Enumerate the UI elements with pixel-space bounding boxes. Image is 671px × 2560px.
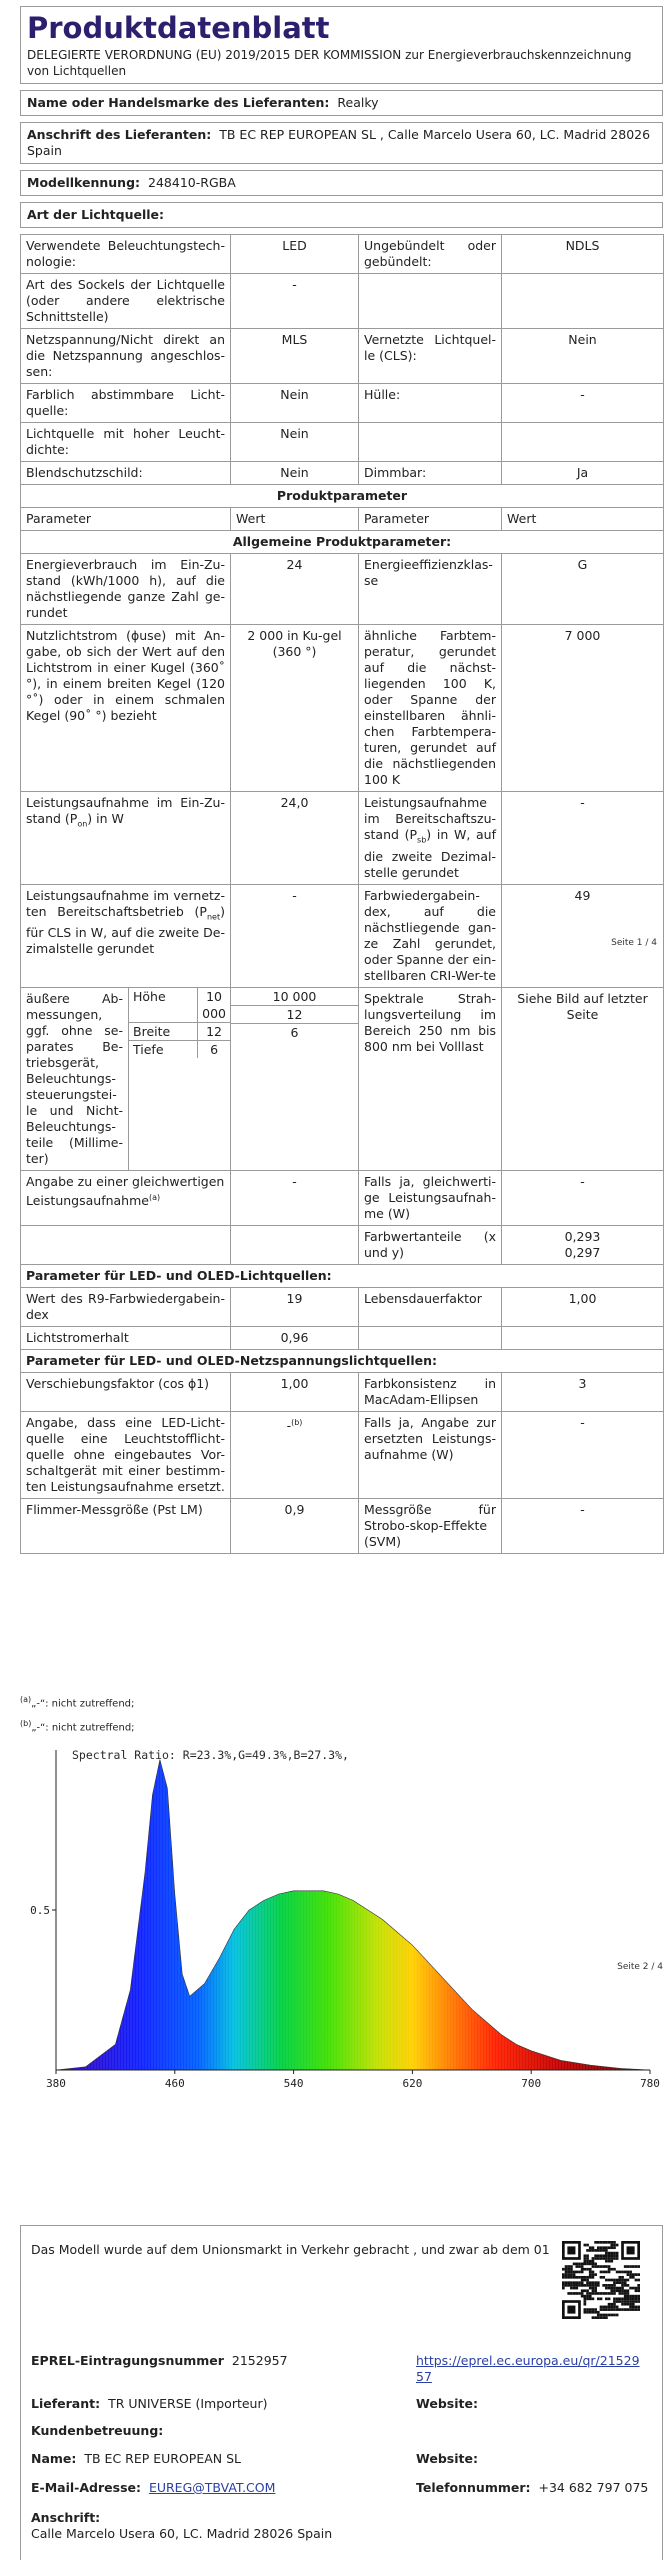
spectral-chart-svg — [20, 1740, 663, 2110]
address-label: Anschrift: — [31, 2510, 101, 2525]
table-row: Nutzlichtstrom (ɸuse) mit An-gabe, ob sich der Wert auf den Lichtstrom in einer Kugel (360˚ °), in einem breiten Kegel (120 °˚) oder in einem schmalen Kegel (90˚ °) bezieht 2 000 in Ku-gel (360 °) ähnliche Farbtem-peratur, gerundet auf die nächst-liegenden 100 K, oder Spanne der einstellbaren ähnli-chen Farbtempera-turen, gerundet auf die nächstliegenden 100 K 7 000 — [21, 625, 664, 792]
customer-service-label: Kundenbetreuung: — [31, 2423, 164, 2438]
email-link[interactable]: EUREG@TBVAT.COM — [148, 2480, 276, 2495]
website-label: Website: — [416, 2396, 478, 2411]
service-name-row: Name: TB EC REP EUROPEAN SL — [31, 2451, 242, 2466]
table-row: Produktparameter — [21, 485, 664, 508]
table-row: Verwendete Beleuchtungstech-nologie: LED Ungebündelt oder gebündelt: NDLS — [21, 235, 664, 274]
table-row: Leistungsaufnahme im vernetz-ten Bereitschaftsbetrieb $(P_{net})$ für CLS in W, auf die zweite De-zimalstelle gerundet - Farbwiedergabein-dex, auf die nächstliegende gan-ze Zahl gerundet, oder Spanne der ein-stellbaren CRI-Wer-te 49 Seite 1 / 4 — [21, 884, 664, 987]
email-row: E-Mail-Adresse: EUREG@TBVAT.COM — [31, 2480, 276, 2495]
table-row: Parameter Wert Parameter Wert — [21, 508, 664, 531]
website2-label: Website: — [416, 2451, 478, 2466]
light-source-type-heading: Art der Lichtquelle: — [20, 202, 663, 228]
market-text: Das Modell wurde auf dem Unionsmarkt in Verkehr gebracht , und zwar ab dem 01 — [31, 2242, 550, 2257]
model-label: Modellkennung: — [27, 175, 141, 190]
x-tick-label: 380 — [46, 2077, 66, 2090]
x-tick-label: 780 — [640, 2077, 660, 2090]
regulation-subtitle: DELEGIERTE VERORDNUNG (EU) 2019/2015 DER KOMMISSION zur Energieverbrauchskennzeichnung von Lichtquellen — [27, 48, 632, 78]
table-row: Verschiebungsfaktor (cos ϕ1) 1,00 Farbkonsistenz in MacAdam-Ellipsen 3 — [21, 1372, 664, 1411]
page-number-1: Seite 1 / 4 — [611, 937, 657, 948]
supplier-address-row — [20, 122, 663, 164]
table-row: Parameter für LED- und OLED-Lichtquellen: — [21, 1264, 664, 1287]
chart-title: Spectral Ratio: R=23.3%,G=49.3%,B=27.3%, — [72, 1748, 349, 1762]
supplier-name-row — [20, 90, 663, 116]
table-row: Leistungsaufnahme im Ein-Zu-stand $(P_{on})$ in W 24,0 Leistungsaufnahme im Bereitschaftszu-stand $(P_{sb})$ in W, auf die zweite Dezimal-stelle gerundet - — [21, 792, 664, 885]
model-row — [20, 170, 663, 196]
spectral-chart — [20, 1740, 663, 2110]
y-tick-label: 0.5 — [30, 1904, 50, 1917]
phone-row: Telefonnummer: +34 682 797 075 — [416, 2480, 649, 2495]
header — [20, 6, 663, 84]
eprel-link-row — [416, 2353, 646, 2385]
dimensions-table: Höhe 10 000 Breite 12 Tiefe 6 — [129, 988, 230, 1058]
footnote-a: $^{(a)}$„-“: nicht zutreffend; — [20, 1695, 135, 1710]
qr-code-icon — [562, 2241, 640, 2319]
table-row: Lichtstromerhalt 0,96 — [21, 1326, 664, 1349]
x-tick-label: 620 — [402, 2077, 423, 2090]
address-value: Calle Marcelo Usera 60, LC. Madrid 28026 Spain — [31, 2526, 333, 2541]
footnote-b: $^{(b)}$„-“: nicht zutreffend; — [20, 1719, 135, 1734]
table-row: Farblich abstimmbare Licht-quelle: Nein Hülle: - — [21, 384, 664, 423]
x-tick-label: 540 — [283, 2077, 304, 2090]
supplier-name-label: Name oder Handelsmarke des Lieferanten: — [27, 95, 330, 110]
table-row: Angabe, dass eine LED-Licht-quelle eine Leuchtstofflicht-quelle ohne eingebautes Vor-schaltgerät mit einer bestimm-ten Leistungsaufnahme ersetzt. -$^{(b)}$ Falls ja, Angabe zur ersetzten Leistungs-aufnahme (W) - — [21, 1411, 664, 1498]
table-row: Art des Sockels der Lichtquelle (oder andere elektrische Schnittstelle) - — [21, 274, 664, 329]
table-row: Blendschutzschild: Nein Dimmbar: Ja — [21, 462, 664, 485]
supplier-address-value: TB EC REP EUROPEAN SL , Calle Marcelo Usera 60, LC. Madrid 28026 Spain — [27, 127, 651, 158]
table-row: Netzspannung/Nicht direkt an die Netzspannung angeschlos-sen: MLS Vernetzte Lichtquel-le (CLS): Nein — [21, 329, 664, 384]
table-row: Angabe zu einer gleichwertigen Leistungsaufnahme$^{(a)}$ - Falls ja, gleichwerti-ge Leistungsaufnah-me (W) - — [21, 1170, 664, 1225]
table-row: Allgemeine Produktparameter: — [21, 531, 664, 554]
table-row: Lichtquelle mit hoher Leucht-dichte: Nein — [21, 423, 664, 462]
table-row: Wert des R9-Farbwiedergabein-dex 19 Lebensdauerfaktor 1,00 — [21, 1287, 664, 1326]
table-row: Farbwertanteile (x und y) 0,293 0,297 — [21, 1225, 664, 1264]
eprel-link[interactable]: https://eprel.ec.europa.eu/qr/2152957 — [416, 2353, 640, 2384]
table-row: Flimmer-Messgröße (Pst LM) 0,9 Messgröße für Strobo-skop-Effekte (SVM) - — [21, 1498, 664, 1553]
datasheet-page-1 — [20, 6, 663, 1554]
page-title: Produktdatenblatt — [27, 11, 330, 45]
x-tick-label: 460 — [164, 2077, 185, 2090]
table-row: Parameter für LED- und OLED-Netzspannungslichtquellen: — [21, 1349, 664, 1372]
x-tick-label: 700 — [521, 2077, 542, 2090]
footnotes — [20, 1690, 135, 1739]
eprel-row: EPREL-Eintragungsnummer 2152957 — [31, 2353, 288, 2368]
supplier-row: Lieferant: TR UNIVERSE (Importeur) — [31, 2396, 268, 2411]
model-value: 248410-RGBA — [148, 175, 236, 190]
table-row: Energieverbrauch im Ein-Zu-stand (kWh/1000 h), auf die nächstliegende ganze Zahl ge-rundet 24 Energieeffizienzklas-se G — [21, 554, 664, 625]
table-row: äußere Ab-messungen, ggf. ohne se-parates Be-triebsgerät, Beleuchtungs-steuerungstei-le und Nicht-Beleuchtungs-teile (Millime-ter) Höhe 10 000 Breite 12 Tiefe 6 10 000 12 6 Spektrale Strah-lungsverteilung im Bereich 250 nm bis 800 nm bei Volllast Siehe Bild auf letzter Seite — [21, 987, 664, 1170]
page-number-2: Seite 2 / 4 — [617, 1962, 663, 1972]
supplier-address-label: Anschrift des Lieferanten: — [27, 127, 212, 142]
supplier-name-value: Realky — [337, 95, 379, 110]
registration-card — [20, 2225, 663, 2560]
light-source-type-table — [20, 234, 664, 1554]
